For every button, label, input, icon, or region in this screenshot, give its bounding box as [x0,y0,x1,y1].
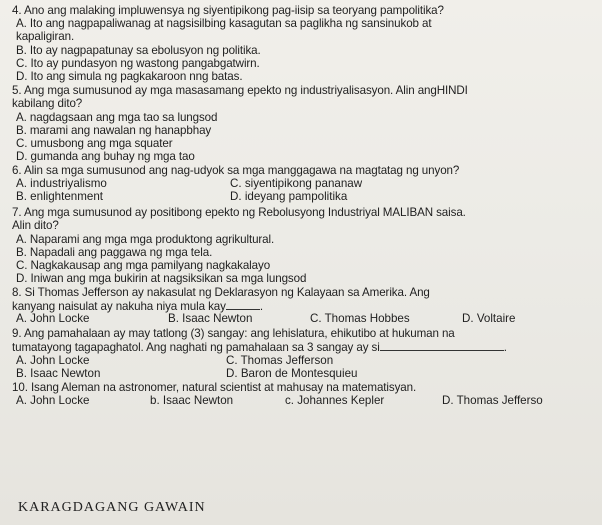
q8-option-c: C. Thomas Hobbes [310,312,410,325]
q5-stem: 5. Ang mga sumusunod ay mga masasamang epekto ng industriyalisasyon. Alin angHINDI [12,84,468,97]
q9-option-d: D. Baron de Montesquieu [226,367,358,380]
q5-option-c: C. umusbong ang mga squater [16,137,173,150]
q5-option-d: D. gumanda ang buhay ng mga tao [16,150,195,163]
q6-option-d: D. ideyang pampolitika [230,190,348,203]
q9-stem-period: . [503,341,507,354]
q6-stem: 6. Alin sa mga sumusunod ang nag-udyok sa mga manggagawa na magtatag ng unyon? [12,164,460,177]
q4-option-c: C. Ito ay pundasyon ng wastong pangabgatwirn. [16,57,260,70]
q8-option-d: D. Voltaire [462,312,516,325]
q9-option-a: A. John Locke [16,354,90,367]
q4-option-a: A. Ito ang nagpapaliwanag at nagsisilbing kasagutan sa paglikha ng sansinukob at [16,17,432,30]
q8-option-a: A. John Locke [16,312,90,325]
q10-option-a: A. John Locke [16,394,90,407]
q5-stem-cont: kabilang dito? [12,97,83,110]
q4-option-a-cont: kapaligiran. [16,30,75,43]
q9-answer-blank[interactable] [380,341,504,351]
q7-option-c: C. Nagkakausap ang mga pamilyang nagkakalayo [16,259,271,272]
q7-stem-cont: Alin dito? [12,219,59,232]
q8-stem-text: kanyang naisulat ay nakuha niya mula kay [12,300,226,313]
q6-option-a: A. industriyalismo [16,177,107,190]
q10-option-d: D. Thomas Jefferso [442,394,543,407]
q4-option-d: D. Ito ang simula ng pagkakaroon nng batas. [16,70,243,83]
q10-stem: 10. Isang Aleman na astronomer, natural scientist at mahusay na matematisyan. [12,381,417,394]
q6-option-c: C. siyentipikong pananaw [230,177,363,190]
q6-option-b: B. enlightenment [16,190,104,203]
q5-option-a: A. nagdagsaan ang mga tao sa lungsod [16,111,218,124]
q4-option-b: B. Ito ay nagpapatunay sa ebolusyon ng politika. [16,44,261,57]
q4-stem: 4. Ano ang malaking impluwensya ng siyentipikong pag-iisip sa teoryang pampolitika? [12,4,444,17]
q5-option-b: B. marami ang nawalan ng hanapbhay [16,124,212,137]
q10-option-b: b. Isaac Newton [150,394,234,407]
q9-stem-text: tumatayong tagapaghatol. Ang naghati ng pamahalaan sa 3 sangay ay si [12,341,380,354]
q7-option-d: D. Iniwan ang mga bukirin at nagsiksikan sa mga lungsod [16,272,307,285]
q7-option-a: A. Naparami ang mga mga produktong agrikultural. [16,233,275,246]
q9-stem-cont [12,341,507,354]
q8-stem-period: . [259,300,263,313]
section-heading: KARAGDAGANG GAWAIN [18,500,206,515]
q9-stem: 9. Ang pamahalaan ay may tatlong (3) sangay: ang lehislatura, ehikutibo at hukuman na [12,327,455,340]
q8-answer-blank[interactable] [226,300,260,310]
q9-option-c: C. Thomas Jefferson [226,354,334,367]
q7-option-b: B. Napadali ang paggawa ng mga tela. [16,246,213,259]
q9-option-b: B. Isaac Newton [16,367,101,380]
q7-stem: 7. Ang mga sumusunod ay positibong epekto ng Rebolusyong Industriyal MALIBAN saisa. [12,206,466,219]
q10-option-c: c. Johannes Kepler [285,394,385,407]
q8-option-b: B. Isaac Newton [168,312,253,325]
q8-stem: 8. Si Thomas Jefferson ay nakasulat ng Deklarasyon ng Kalayaan sa Amerika. Ang [12,286,430,299]
